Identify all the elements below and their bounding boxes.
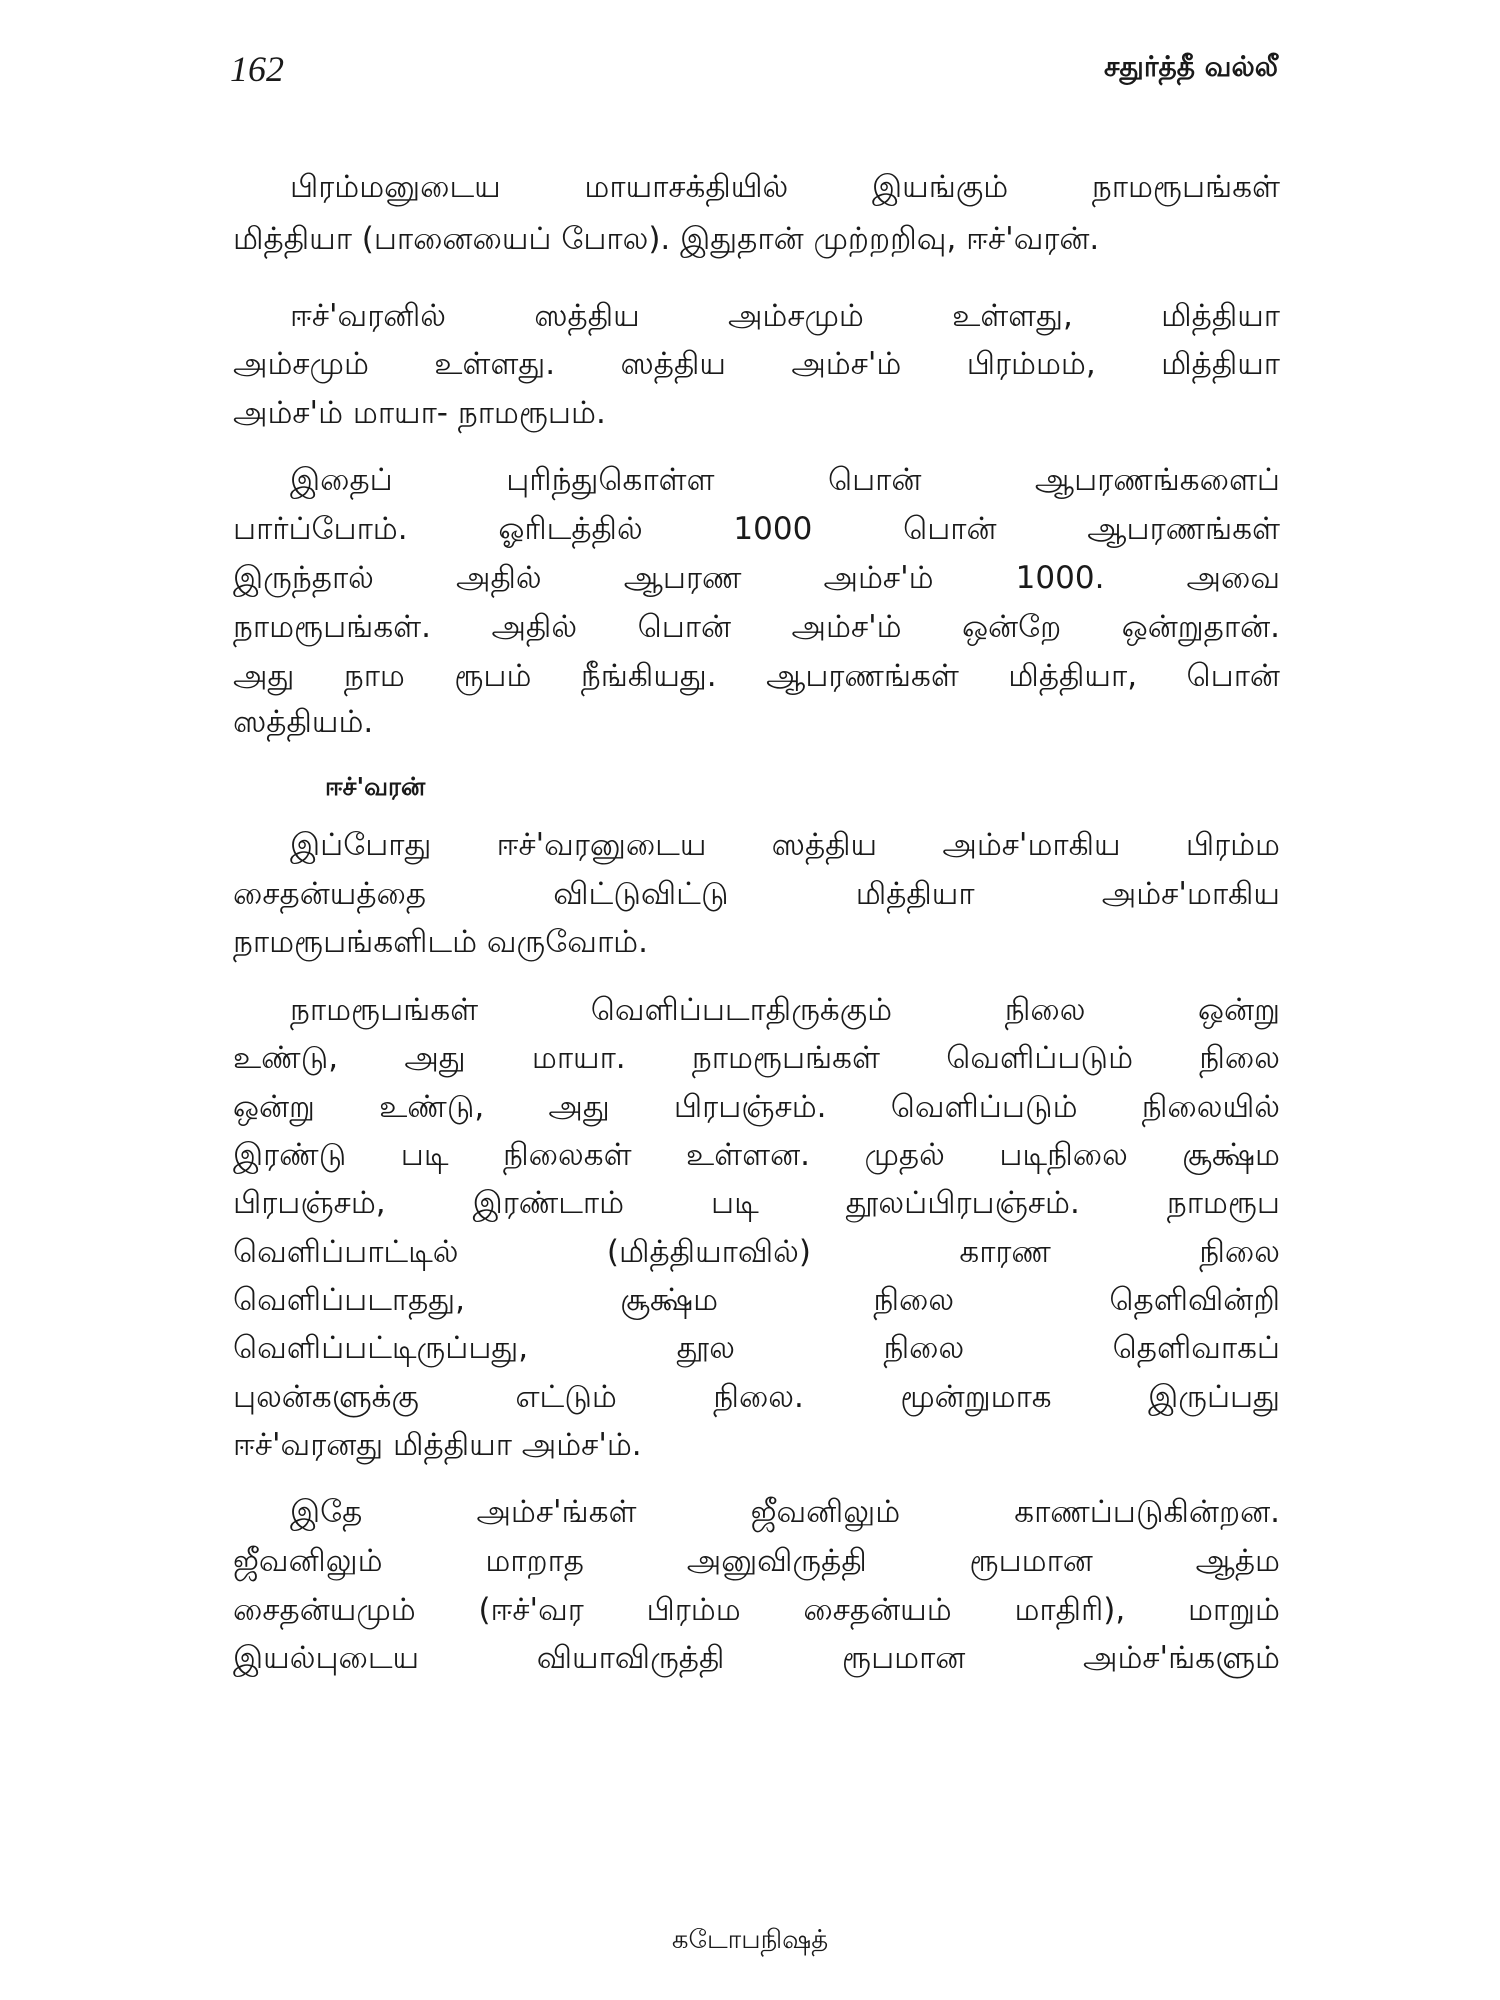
text-line: வெளிப்படாதது, சூக்ஷ்ம நிலை தெளிவின்றி bbox=[233, 1282, 1280, 1318]
text-line: புலன்களுக்கு எட்டும் நிலை. மூன்றுமாக இருப்பது bbox=[233, 1379, 1280, 1415]
text-line: ஜீவனிலும் மாறாத அனுவிருத்தி ரூபமான ஆத்ம bbox=[233, 1543, 1280, 1579]
text-line: நாமரூபங்கள். அதில் பொன் அம்ச'ம் ஒன்றே ஒன்றுதான். bbox=[233, 609, 1280, 645]
text-line: இதைப் புரிந்துகொள்ள பொன் ஆபரணங்களைப் bbox=[290, 462, 1280, 498]
section-heading: ஈச்'வரன் bbox=[325, 772, 426, 801]
text-line: இருந்தால் அதில் ஆபரண அம்ச'ம் 1000. அவை bbox=[233, 560, 1280, 596]
text-line: இரண்டு படி நிலைகள் உள்ளன. முதல் படிநிலை சூக்ஷ்ம bbox=[233, 1137, 1280, 1173]
text-line: நாமரூபங்களிடம் வருவோம். bbox=[233, 924, 648, 960]
text-line: ஈச்'வரனில் ஸத்திய அம்சமும் உள்ளது, மித்தியா bbox=[290, 298, 1280, 334]
text-line: ஸத்தியம். bbox=[233, 704, 374, 740]
text-line: அது நாம ரூபம் நீங்கியது. ஆபரணங்கள் மித்தியா, பொன் bbox=[233, 658, 1280, 694]
page-number: 162 bbox=[230, 49, 284, 89]
text-line: உண்டு, அது மாயா. நாமரூபங்கள் வெளிப்படும் நிலை bbox=[233, 1040, 1280, 1076]
text-line: பிரபஞ்சம், இரண்டாம் படி தூலப்பிரபஞ்சம். நாமரூப bbox=[233, 1185, 1280, 1221]
text-line: மித்தியா (பானையைப் போல). இதுதான் முற்றறிவு, ஈச்'வரன். bbox=[233, 221, 1100, 257]
text-line: நாமரூபங்கள் வெளிப்படாதிருக்கும் நிலை ஒன்று bbox=[290, 992, 1280, 1028]
text-line: ஒன்று உண்டு, அது பிரபஞ்சம். வெளிப்படும் நிலையில் bbox=[233, 1089, 1280, 1125]
text-line: இதே அம்ச'ங்கள் ஜீவனிலும் காணப்படுகின்றன. bbox=[290, 1494, 1280, 1530]
text-line: இப்போது ஈச்'வரனுடைய ஸத்திய அம்ச'மாகிய பிரம்ம bbox=[290, 827, 1280, 863]
text-line: வெளிப்பட்டிருப்பது, தூல நிலை தெளிவாகப் bbox=[233, 1330, 1280, 1366]
text-line: சைதன்யத்தை விட்டுவிட்டு மித்தியா அம்ச'மாகிய bbox=[233, 876, 1280, 912]
footer-book-title: கடோபநிஷத் bbox=[671, 1925, 829, 1955]
text-line: ஈச்'வரனது மித்தியா அம்ச'ம். bbox=[233, 1427, 642, 1463]
text-line: சைதன்யமும் (ஈச்'வர பிரம்ம சைதன்யம் மாதிரி), மாறும் bbox=[233, 1592, 1280, 1628]
text-line: இயல்புடைய வியாவிருத்தி ரூபமான அம்ச'ங்களும் bbox=[233, 1640, 1280, 1676]
text-line: பிரம்மனுடைய மாயாசக்தியில் இயங்கும் நாமரூபங்கள் bbox=[290, 169, 1280, 205]
running-title: சதுர்த்தீ வல்லீ bbox=[1104, 50, 1278, 83]
text-line: அம்சமும் உள்ளது. ஸத்திய அம்ச'ம் பிரம்மம், மித்தியா bbox=[233, 346, 1280, 382]
text-line: பார்ப்போம். ஓரிடத்தில் 1000 பொன் ஆபரணங்கள் bbox=[233, 511, 1280, 547]
text-line: அம்ச'ம் மாயா- நாமரூபம். bbox=[233, 395, 606, 431]
text-line: வெளிப்பாட்டில் (மித்தியாவில்) காரண நிலை bbox=[233, 1234, 1280, 1270]
